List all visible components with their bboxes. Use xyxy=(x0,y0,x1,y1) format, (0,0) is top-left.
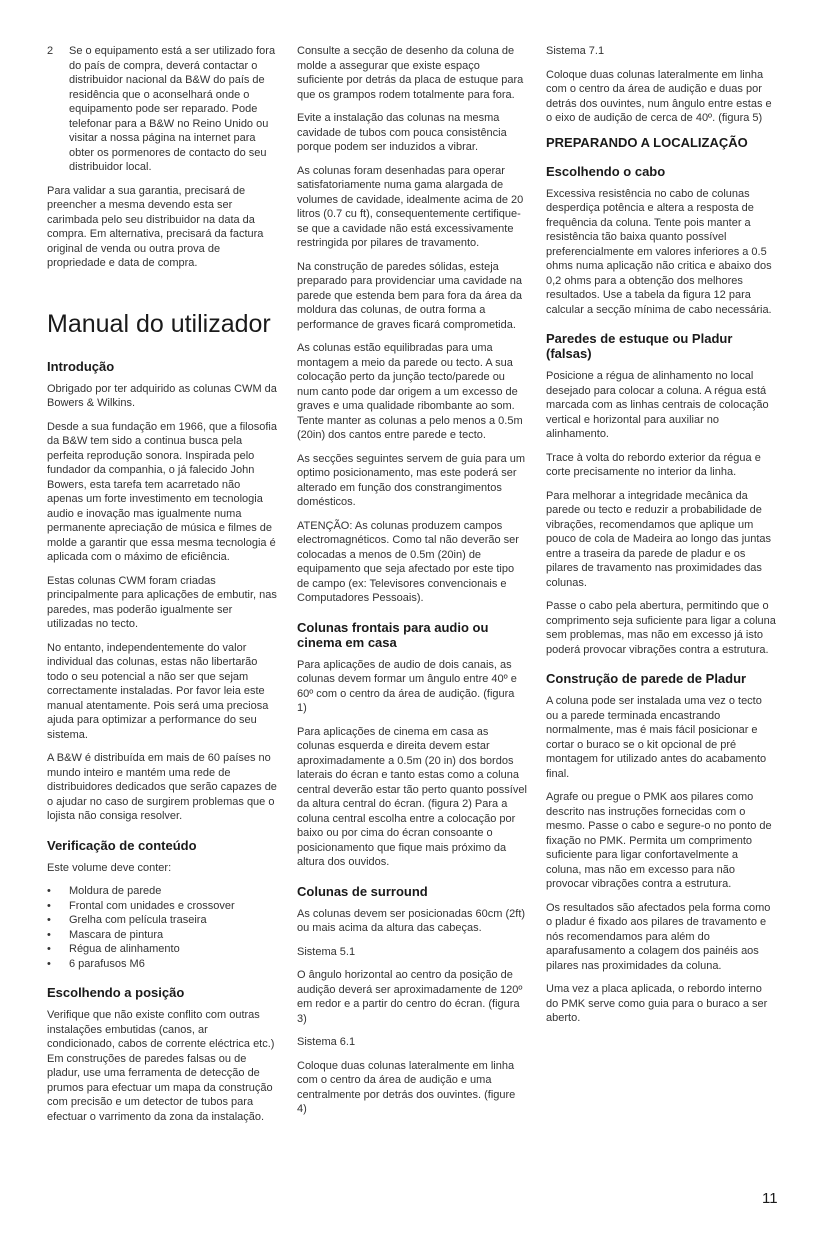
item-number: 2 xyxy=(47,45,54,57)
heading-introducao: Introdução xyxy=(47,358,115,374)
heading-colunas-surround: Colunas de surround xyxy=(297,883,428,899)
bullet-icon: • xyxy=(47,957,51,970)
manual-title: Manual do utilizador xyxy=(47,309,271,338)
paragraph: Coloque duas colunas lateralmente em linha com o centro da área de audição e duas por detrás dos ouvintes, num ângulo entre estas e o eixo de audição de cerca de 40º. (figura 5) xyxy=(546,68,772,124)
paragraph: Posicione a régua de alinhamento no local desejado para colocar a coluna. A régua está marcada com as linhas centrais de colocação vertical e horizontal para auxiliar no alinhamento. xyxy=(546,370,769,440)
heading-escolhendo-cabo: Escolhendo o cabo xyxy=(546,163,666,179)
list-item: • Mascara de pintura xyxy=(47,928,164,941)
bullet-icon: • xyxy=(47,914,51,926)
bullet-icon: • xyxy=(47,885,51,897)
paragraph: Para melhorar a integridade mecânica da parede ou tecto e reduzir a probabilidade de vibrações, recomendamos que aplique um pouco de cola de Madeira ao longo das juntas entre a traseira da parede de pladur e os pilares de travamento nas proximidades das colunas. xyxy=(546,489,772,589)
bullet-icon: • xyxy=(47,943,51,955)
paragraph: Os resultados são afectados pela forma como o pladur é fixado aos pilares de travamento e nós recomendamos para além do aparafusamento a colagem dos painéis aos pilares nas proximidades da coluna. xyxy=(546,901,771,972)
list-item: • Moldura de parede xyxy=(47,885,162,897)
paragraph: As colunas estão equilibradas para uma montagem a meio da parede ou tecto. A sua colocação perto da junção tecto/parede ou num canto pode dar origem a um excesso de graves e uma qualidade ribombante ao som. Tente manter as colunas a pelo menos a 0.5m (20in) dos cantos entre parede e tecto. xyxy=(297,342,523,441)
list-item: • Frontal com unidades e crossover xyxy=(47,899,235,912)
list-item: • Régua de alinhamento xyxy=(47,943,180,955)
paragraph: Obrigado por ter adquirido as colunas CWM da Bowers & Wilkins. xyxy=(47,382,277,409)
paragraph: As colunas devem ser posicionadas 60cm (2ft) ou mais acima da altura das cabeças. xyxy=(297,907,526,934)
paragraph: Na construção de paredes sólidas, esteja preparado para providenciar uma cavidade na parede que estenda bem para fora da área da moldura das colunas, de outra forma a performance de graves ficará comprometida. xyxy=(297,260,523,331)
paragraph: Sistema 7.1 xyxy=(546,45,605,57)
paragraph: Consulte a secção de desenho da coluna de molde a assegurar que existe espaço suficiente por detrás da placa de estuque para que os grampos rodem totalmente para fora. xyxy=(297,45,524,101)
paragraph: O ângulo horizontal ao centro da posição de audição deverá ser aproximadamente de 120º em redor e a partir do centro do écran. (figura 3) xyxy=(297,969,523,1025)
paragraph: As secções seguintes servem de guia para um optimo posicionamento, mas este poderá ser alterado em função dos constrangimentos domésticos. xyxy=(297,452,526,508)
heading-preparando-localizacao: PREPARANDO A LOCALIZAÇÃO xyxy=(546,134,748,150)
heading-posicao: Escolhendo a posição xyxy=(47,985,185,1000)
page-number: 11 xyxy=(762,1190,778,1207)
paragraph: A coluna pode ser instalada uma vez o tecto ou a parede terminada encastrando normalmente, mas é mais fácil posicionar e cortar o buraco se o kit opcional de pré montagem for utilizado antes do acabamento final. xyxy=(546,695,767,780)
numbered-item-2 xyxy=(47,44,277,175)
item-text: Se o equipamento está a ser utilizado fora do país de compra, deverá contactar o distribuidor nacional da B&W do país de residência que o aconselhará onde o equipamento pode ser reparado. Pode telefonar para a B&W no Reino Unido ou visitar a nossa página na internet para obter os pormenores de contacto do seu distribuidor local. xyxy=(69,45,276,173)
paragraph: Coloque duas colunas lateralmente em linha com o centro da área de audição e uma centralmente por detrás dos ouvintes. (figure 4) xyxy=(297,1059,516,1115)
paragraph: Passe o cabo pela abertura, permitindo que o comprimento seja suficiente para ligar a coluna sem problemas, mas não em excesso já isto poderá provocar vibrações contra a estrutura. xyxy=(546,600,776,656)
heading-verificacao: Verificação de conteúdo xyxy=(47,837,197,853)
contents-list xyxy=(47,884,277,971)
column-left xyxy=(47,44,277,1133)
paragraph: Para aplicações de audio de dois canais, as colunas devem formar um ângulo entre 40º e 60º com o centro da área de audição. (figura 1) xyxy=(297,658,517,714)
paragraph: Estas colunas CWM foram criadas principalmente para aplicações de embutir, nas paredes, mas poderão igualmente ser utilizadas no tecto. xyxy=(47,574,277,630)
list-item: • Grelha com película traseira xyxy=(47,914,207,926)
paragraph-warranty: Para validar a sua garantia, precisará de preencher a mesma devendo esta ser carimbada pelo seu distribuidor na data da compra. Em alternativa, precisará da factura original de venda ou outra prova de propriedade e data de compra. xyxy=(47,184,264,269)
paragraph: Sistema 6.1 xyxy=(297,1036,356,1048)
paragraph: A B&W é distribuída em mais de 60 países no mundo inteiro e mantém uma rede de distribuidores dedicados que serão capazes de o ajudar no caso de surgirem problemas que o lojista não consiga resolver. xyxy=(47,752,277,822)
paragraph: Excessiva resistência no cabo de colunas desperdiça potência e altera a resposta de frequência da coluna. Tente pois manter a resistência tão baixa quanto possível preferencialmente em valores inferiores a 0.5 ohms numa aplicação não critica e abaixo dos 0,2 ohms para a obtenção dos melhores resultados. Use a tabela da figura 12 para calcular a secção mínima de cabo necessária. xyxy=(546,187,772,316)
paragraph: Verifique que não existe conflito com outras instalações embutidas (canos, ar condicionado, cabos de corrente eléctrica etc.) Em construções de paredes falsas ou de pladur, use uma ferramenta de detecção de prumos para efectuar um mapa da construção com precisão e um detector de tubos para efectuar o varrimento da zona da instalação. xyxy=(47,1009,275,1123)
heading-construcao-pladur: Construção de parede de Pladur xyxy=(546,671,747,686)
bullet-icon: • xyxy=(47,928,51,941)
paragraph: ATENÇÃO: As colunas produzem campos electromagnéticos. Como tal não deverão ser colocadas a menos de 0.5m (20in) de equipamento que seja afectado por este tipo de campo (ex: Televisores convencionais e Computadores Pessoais). xyxy=(297,519,519,604)
paragraph: Evite a instalação das colunas na mesma cavidade de tubos com pouca consistência porque podem ser induzidos a vibrar. xyxy=(297,112,507,153)
heading-paredes-estuque: Paredes de estuque ou Pladur (falsas) xyxy=(546,331,733,361)
heading-colunas-frontais: Colunas frontais para audio ou cinema em casa xyxy=(297,619,489,650)
column-right xyxy=(546,44,776,1035)
paragraph: Uma vez a placa aplicada, o rebordo interno do PMK serve como guia para o buraco a ser aberto. xyxy=(546,983,768,1024)
paragraph: Trace à volta do rebordo exterior da régua e corte precisamente no interior da linha. xyxy=(546,451,761,478)
paragraph: Sistema 5.1 xyxy=(297,945,356,958)
paragraph: Agrafe ou pregue o PMK aos pilares como descrito nas instruções fornecidas com o mesmo. Passe o cabo e segure-o no ponto de fixação no PMK. Permita um comprimento suficiente para ligar confortavelmente a coluna, mas não em excesso para não provocar vibrações contra a estrutura. xyxy=(546,791,772,890)
paragraph: No entanto, independentemente do valor individual das colunas, estas não libertarão todo o seu potencial a não ser que sejam correctamente instaladas. Por favor leia este manual atentamente. Pois será uma preciosa ajuda para optimizar a performance do seu sistema. xyxy=(47,641,269,741)
paragraph: Desde a sua fundação em 1966, que a filosofia da B&W tem sido a continua busca pela perfeita reprodução sonora. Inspirada pelo fundador da companhia, o já falecido John Bowers, esta tarefa tem acarretado não apenas um forte investimento em tecnologia audio e inovação mas igualmente numa permanente apreciação de música e filmes de molde a garantir que essa mesma tecnologia é aplicada com o máximo de eficiência. xyxy=(47,420,277,563)
paragraph: Para aplicações de cinema em casa as colunas esquerda e direita devem estar aproximadamente a 0.5m (20 in) dos bordos laterais do écran e tanto estas como a coluna central deverão estar tão perto quanto possível da altura central do écran. (figura 2) Para a coluna central escolha entre a colocação por baixo ou por cima do écran consoante o posicionamento que fique mais próximo da altura dos ouvidos. xyxy=(297,725,527,868)
paragraph: As colunas foram desenhadas para operar satisfatoriamente numa gama alargada de volumes de cavidade, idealmente acima de 20 litros (0.7 cu ft), consequentemente certifique-se que a cavidade não está excessivamente restringida por pilares de travamento. xyxy=(297,164,524,249)
column-middle xyxy=(297,44,527,1126)
paragraph: Este volume deve conter: xyxy=(47,861,172,874)
bullet-icon: • xyxy=(47,899,51,912)
list-item: • 6 parafusos M6 xyxy=(47,957,145,970)
